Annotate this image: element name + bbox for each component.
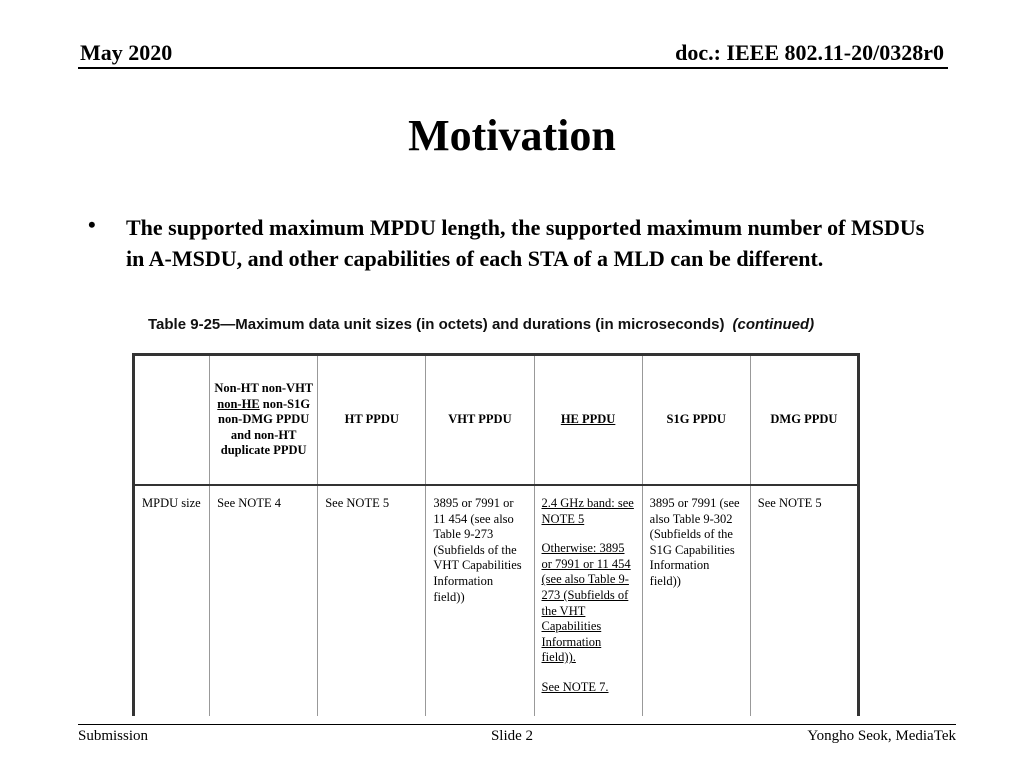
cell-dmg-value: See NOTE 5 — [750, 485, 858, 716]
header-non-ht-part1: Non-HT non-VHT — [214, 381, 313, 396]
header-cell-non-ht — [210, 355, 318, 486]
slide-title: Motivation — [408, 111, 616, 160]
header-cell-s1g: S1G PPDU — [642, 355, 750, 486]
bullet-marker: • — [88, 212, 96, 237]
he-value-note: See NOTE 7. — [541, 679, 609, 694]
cell-s1g-value: 3895 or 7991 (see also Table 9-302 (Subfields of the S1G Capabilities Information field)) — [642, 485, 750, 716]
header-cell-he — [534, 355, 642, 486]
footer-author: Yongho Seok, MediaTek — [807, 728, 956, 744]
cell-vht-value: 3895 or 7991 or 11 454 (see also Table 9-273 (Subfields of the VHT Capabilities Information field)) — [426, 485, 534, 716]
row-label-mpdu-size: MPDU size — [134, 485, 210, 716]
footer-slide-number: Slide 2 — [490, 728, 534, 744]
header-divider — [78, 67, 948, 69]
he-value-24ghz: 2.4 GHz band: see NOTE 5 — [541, 496, 634, 526]
header-non-ht-part2: non-S1G non-DMG PPDU and non-HT duplicate PPDU — [218, 396, 311, 458]
footer-submission: Submission — [78, 728, 149, 744]
header-doc-id: doc.: IEEE 802.11-20/0328r0 — [675, 40, 944, 65]
header-cell-ht: HT PPDU — [318, 355, 426, 486]
header-cell-empty — [134, 355, 210, 486]
header-cell-dmg: DMG PPDU — [750, 355, 858, 486]
table-caption-note: (continued) — [732, 316, 815, 333]
footer-divider — [78, 724, 956, 725]
cell-non-ht-value: See NOTE 4 — [210, 485, 318, 716]
cell-ht-value: See NOTE 5 — [318, 485, 426, 716]
header-date: May 2020 — [80, 40, 173, 65]
table-header-row — [134, 355, 859, 486]
he-value-otherwise: Otherwise: 3895 or 7991 or 11 454 (see also Table 9-273 (Subfields of the VHT Capabilities Information field)). — [541, 541, 631, 665]
spec-table-image — [132, 353, 860, 716]
header-he-label: HE PPDU — [560, 412, 616, 427]
table-row — [134, 485, 859, 716]
bullet-text: The supported maximum MPDU length, the supported maximum number of MSDUs in A-MSDU, and other capabilities of each STA of a MLD can be different. — [126, 215, 925, 271]
data-unit-size-table — [132, 353, 860, 716]
header-cell-vht: VHT PPDU — [426, 355, 534, 486]
table-caption — [148, 316, 814, 333]
table-caption-text: Table 9-25—Maximum data unit sizes (in octets) and durations (in microseconds) — [148, 316, 725, 333]
cell-he-value — [534, 485, 642, 716]
header-non-ht-underlined: non-HE — [217, 396, 260, 411]
